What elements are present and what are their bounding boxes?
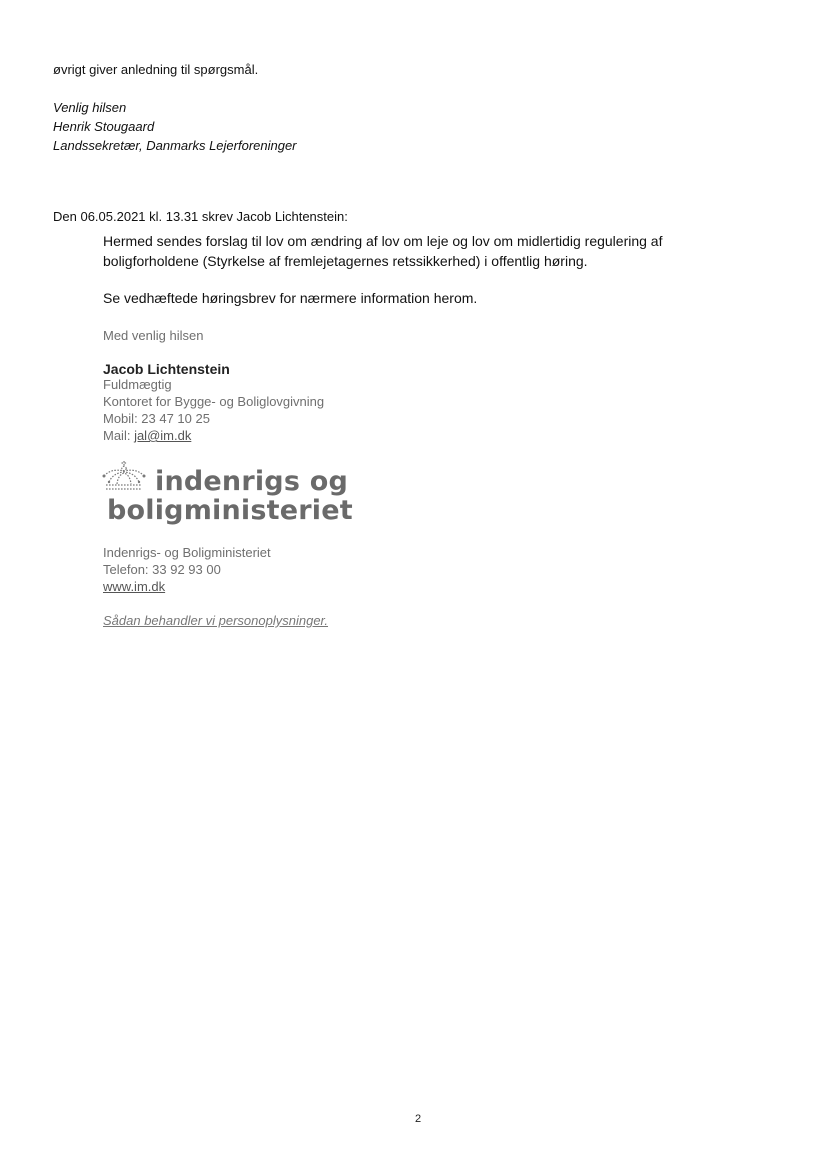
privacy-wrap [103, 612, 328, 630]
privacy-link[interactable]: Sådan behandler vi personoplysninger. [103, 613, 329, 628]
signature-office: Kontoret for Bygge- og Boliglovgivning [103, 394, 325, 409]
signature-mail-label: Mail: [103, 428, 135, 443]
crown-icon [101, 460, 147, 494]
ministry-logo [101, 460, 361, 530]
signature-greeting: Med venlig hilsen [103, 328, 204, 343]
org-name: Indenrigs- og Boligministeriet [103, 545, 271, 560]
signature-role: Fuldmægtig [103, 377, 172, 392]
reply-sender-title: Landssekretær, Danmarks Lejerforeninger [53, 138, 297, 153]
signature-mobile: Mobil: 23 47 10 25 [103, 411, 210, 426]
reply-closing: Venlig hilsen [53, 100, 127, 115]
org-website-wrap [103, 579, 165, 595]
org-website-link[interactable]: www.im.dk [103, 579, 166, 594]
org-phone: Telefon: 33 92 93 00 [103, 562, 221, 577]
quoted-paragraph-1-line-1: Hermed sendes forslag til lov om ændring af lov om leje og lov om midlertidig regulering af [103, 233, 663, 249]
page-number: 2 [415, 1113, 422, 1125]
reply-sender-name: Henrik Stougaard [53, 119, 155, 134]
signature-mail [103, 428, 191, 444]
reply-continuation: øvrigt giver anledning til spørgsmål. [53, 62, 259, 77]
logo-line-2: boligministeriet [107, 495, 353, 526]
quote-header: Den 06.05.2021 kl. 13.31 skrev Jacob Lichtenstein: [53, 209, 348, 224]
signature-mail-link[interactable]: jal@im.dk [134, 428, 192, 443]
quoted-paragraph-2: Se vedhæftede høringsbrev for nærmere information herom. [103, 290, 478, 306]
logo-line-1: indenrigs og [155, 466, 348, 497]
quoted-paragraph-1-line-2: boligforholdene (Styrkelse af fremlejetagernes retssikkerhed) i offentlig høring. [103, 253, 588, 269]
signature-name: Jacob Lichtenstein [103, 361, 230, 377]
